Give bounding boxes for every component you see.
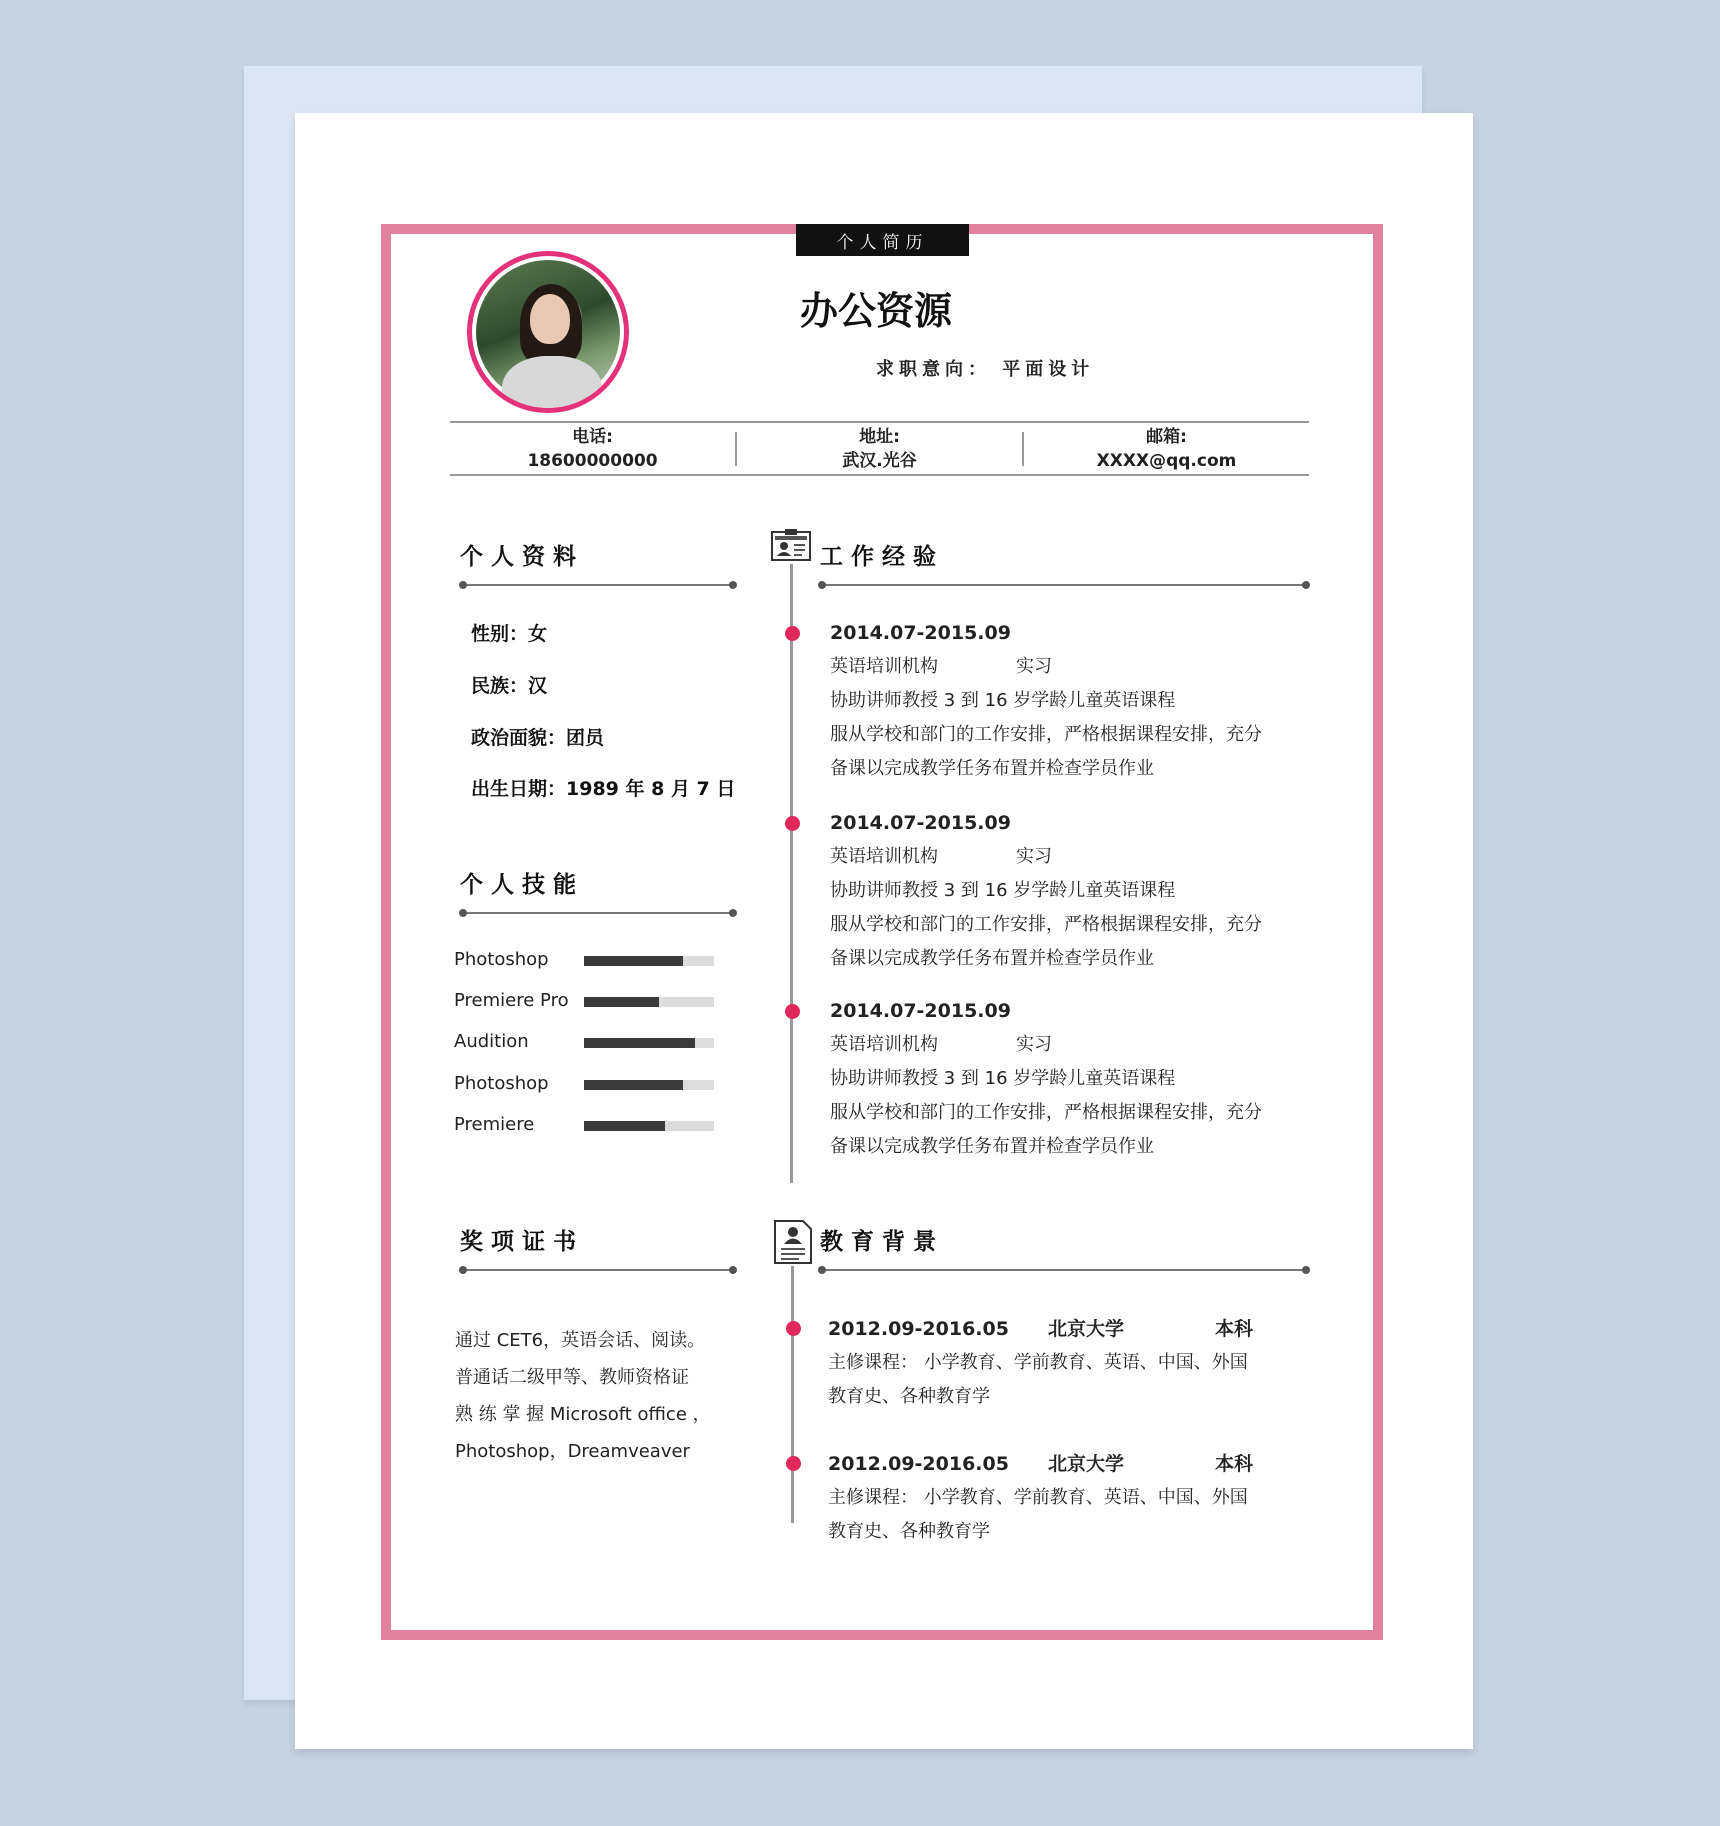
award-line: 熟 练 掌 握 Microsoft office ， [455, 1404, 711, 1425]
education-entry [828, 1312, 1308, 1414]
awards-text [455, 1322, 725, 1470]
work-role: 实习 [1016, 846, 1052, 867]
avatar-face [530, 294, 570, 344]
skill-row [454, 1073, 714, 1097]
skill-name: Photoshop [454, 1073, 549, 1094]
education-courses: 主修课程： 小学教育、学前教育、英语、中国、外国 [828, 1352, 1248, 1373]
email-label: 邮箱: [1146, 426, 1187, 447]
job-intent: 求职意向： 平面设计 [876, 359, 1095, 380]
address-label: 地址: [859, 426, 900, 447]
education-degree: 本科 [1215, 1453, 1254, 1475]
resume-tag: 个人简历 [796, 224, 969, 256]
work-org-row [830, 650, 1310, 684]
timeline-dot [786, 1456, 801, 1471]
timeline-dot [785, 1004, 800, 1019]
work-entry [830, 994, 1310, 1164]
work-entry [830, 806, 1310, 976]
work-duty: 服从学校和部门的工作安排，严格根据课程安排，充分 [830, 1102, 1262, 1123]
work-role: 实习 [1016, 656, 1052, 677]
work-date: 2014.07-2015.09 [830, 1000, 1011, 1022]
profile-birthdate: 出生日期：1989 年 8 月 7 日 [471, 778, 736, 800]
work-duty: 服从学校和部门的工作安排，严格根据课程安排，充分 [830, 914, 1262, 935]
skill-name: Photoshop [454, 949, 549, 970]
education-title: 教育背景 [820, 1229, 944, 1255]
education-courses: 教育史、各种教育学 [828, 1521, 990, 1542]
work-date: 2014.07-2015.09 [830, 812, 1011, 834]
work-duty: 协助讲师教授 3 到 16 岁学龄儿童英语课程 [830, 690, 1176, 711]
education-head [828, 1312, 1308, 1346]
skills-title: 个人技能 [460, 872, 584, 898]
work-org: 英语培训机构 [830, 846, 938, 867]
work-duty: 备课以完成教学任务布置并检查学员作业 [830, 1136, 1154, 1157]
skill-row [454, 949, 714, 973]
work-org-row [830, 840, 1310, 874]
skill-fill [584, 1038, 695, 1048]
education-school: 北京大学 [1048, 1318, 1125, 1340]
work-org: 英语培训机构 [830, 1034, 938, 1055]
skill-bar [584, 997, 714, 1007]
award-line: 普通话二级甲等、教师资格证 [455, 1367, 689, 1388]
profile-title: 个人资料 [460, 544, 584, 570]
work-timeline [790, 564, 793, 1183]
work-divider [820, 584, 1308, 586]
email-value: XXXX@qq.com [1096, 450, 1237, 471]
work-org: 英语培训机构 [830, 656, 938, 677]
education-entry [828, 1447, 1308, 1549]
skill-bar [584, 1080, 714, 1090]
skill-fill [584, 1121, 665, 1131]
timeline-dot [786, 1321, 801, 1336]
id-card-icon [771, 528, 811, 562]
award-line: 通过 CET6，英语会话、阅读。 [455, 1330, 706, 1351]
skill-row [454, 1114, 714, 1138]
timeline-dot [785, 626, 800, 641]
skills-divider [461, 912, 735, 914]
profile-ethnicity: 民族：汉 [471, 675, 548, 697]
work-duty: 协助讲师教授 3 到 16 岁学龄儿童英语课程 [830, 880, 1176, 901]
work-duty: 协助讲师教授 3 到 16 岁学龄儿童英语课程 [830, 1068, 1176, 1089]
work-duty: 备课以完成教学任务布置并检查学员作业 [830, 948, 1154, 969]
award-line: Photoshop，Dreamveaver [455, 1441, 690, 1462]
work-role: 实习 [1016, 1034, 1052, 1055]
avatar-body [502, 356, 602, 413]
profile-divider [461, 584, 735, 586]
education-degree: 本科 [1215, 1318, 1254, 1340]
skill-fill [584, 1080, 683, 1090]
phone-value: 18600000000 [527, 450, 658, 471]
education-courses: 主修课程： 小学教育、学前教育、英语、中国、外国 [828, 1487, 1248, 1508]
skill-name: Audition [454, 1031, 529, 1052]
work-title: 工作经验 [820, 544, 944, 570]
profile-gender: 性别：女 [471, 623, 548, 645]
contact-bar [450, 421, 1309, 476]
address-value: 武汉.光谷 [842, 450, 917, 471]
awards-title: 奖项证书 [460, 1229, 584, 1255]
education-school: 北京大学 [1048, 1453, 1125, 1475]
resume-document-icon [773, 1219, 813, 1265]
skill-row [454, 990, 714, 1014]
skill-bar [584, 1121, 714, 1131]
work-date: 2014.07-2015.09 [830, 622, 1011, 644]
work-entry [830, 616, 1310, 786]
skill-row [454, 1031, 714, 1055]
education-head [828, 1447, 1308, 1481]
education-courses: 教育史、各种教育学 [828, 1386, 990, 1407]
work-duty: 服从学校和部门的工作安排，严格根据课程安排，充分 [830, 724, 1262, 745]
education-timeline [791, 1266, 794, 1523]
education-date: 2012.09-2016.05 [828, 1453, 1009, 1475]
applicant-name: 办公资源 [800, 289, 953, 333]
skill-bar [584, 956, 714, 966]
education-date: 2012.09-2016.05 [828, 1318, 1009, 1340]
awards-divider [461, 1269, 735, 1271]
timeline-dot [785, 816, 800, 831]
skill-name: Premiere [454, 1114, 535, 1135]
avatar [467, 251, 629, 413]
skill-name: Premiere Pro [454, 990, 569, 1011]
education-divider [820, 1269, 1308, 1271]
phone-label: 电话: [572, 426, 613, 447]
contact-address [737, 425, 1022, 473]
skill-bar [584, 1038, 714, 1048]
work-org-row [830, 1028, 1310, 1062]
contact-email [1024, 425, 1309, 473]
profile-political: 政治面貌：团员 [471, 727, 605, 749]
skill-fill [584, 956, 683, 966]
work-duty: 备课以完成教学任务布置并检查学员作业 [830, 758, 1154, 779]
skill-fill [584, 997, 659, 1007]
contact-phone [450, 425, 735, 473]
